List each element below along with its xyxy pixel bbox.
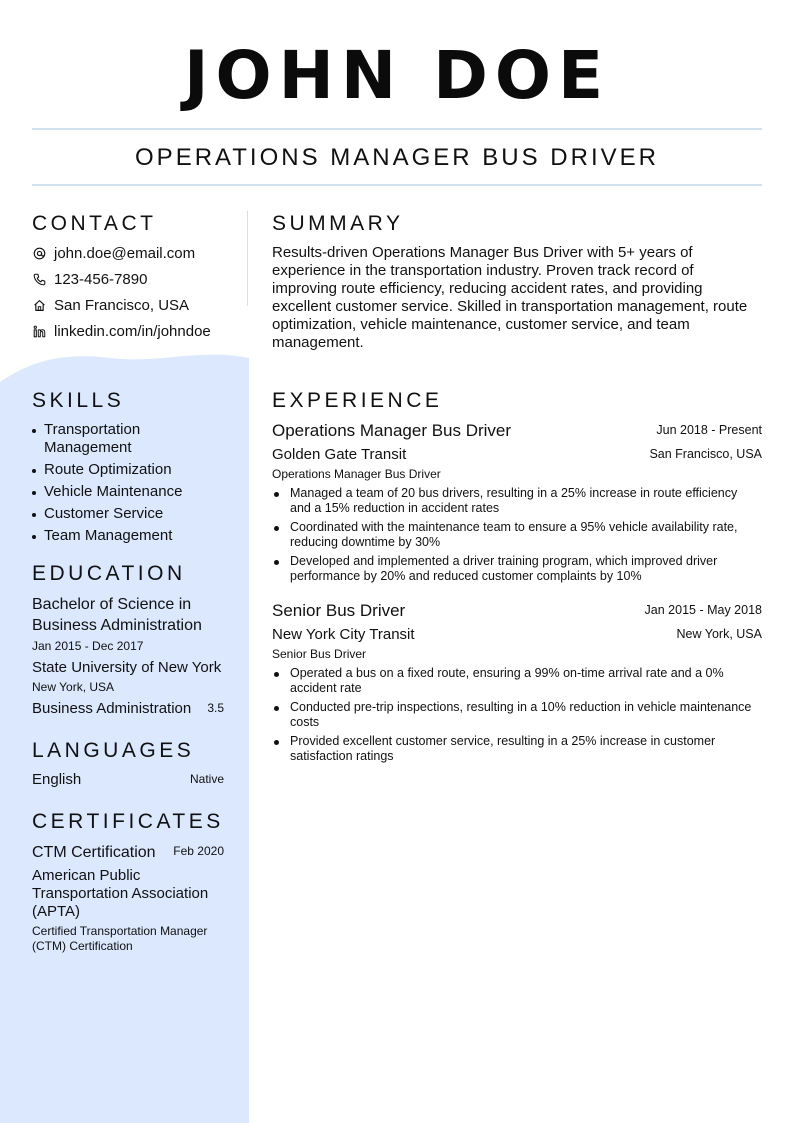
contact-location xyxy=(32,295,189,315)
home-icon xyxy=(32,298,46,312)
education-gpa: 3.5 xyxy=(207,701,224,715)
bullet-dot xyxy=(32,513,36,517)
summary-text: Results-driven Operations Manager Bus Driver with 5+ years of experience in the transportation industry. Proven track record of improving route efficiency, reducing accident rates, and providing excellent customer service. Skilled in transportation management, route optimization, vehicle maintenance, customer service, and team management. xyxy=(272,244,748,351)
skill-item: Transportation Management xyxy=(32,421,232,457)
certificate-name: CTM Certification xyxy=(32,844,156,861)
education-heading: EDUCATION xyxy=(32,562,186,585)
job-company-2: New York City Transit xyxy=(272,626,415,643)
education-school: State University of New York xyxy=(32,659,222,676)
certificates-heading: CERTIFICATES xyxy=(32,810,224,833)
language-level: Native xyxy=(189,772,224,786)
bullet-dot xyxy=(32,469,36,473)
candidate-name: JOHN DOE xyxy=(183,37,611,114)
bullet-dot xyxy=(274,492,279,497)
job-bullet: Conducted pre-trip inspections, resulting in a 10% reduction in vehicle maintenance costs xyxy=(272,700,752,730)
job-bullet: Provided excellent customer service, resulting in a 25% increase in customer satisfaction ratings xyxy=(272,734,752,764)
job-title-1: Operations Manager Bus Driver xyxy=(272,421,512,440)
job-bullet: Developed and implemented a driver training program, which improved driver performance by 20% and reduced customer complaints by 10% xyxy=(272,554,752,584)
contact-linkedin[interactable] xyxy=(32,321,211,341)
bullet-dot xyxy=(274,740,279,745)
language-name: English xyxy=(32,771,82,788)
contact-heading: CONTACT xyxy=(32,212,157,235)
header-top-rule xyxy=(32,128,762,130)
contact-email[interactable] xyxy=(32,243,195,263)
job-location-1: San Francisco, USA xyxy=(649,447,762,461)
bullet-dot xyxy=(274,672,279,677)
bullet-dot xyxy=(274,706,279,711)
job-dates-2: Jan 2015 - May 2018 xyxy=(644,603,762,617)
bullet-dot xyxy=(274,560,279,565)
job-company-1: Golden Gate Transit xyxy=(272,446,407,463)
phone-icon xyxy=(32,272,46,286)
job-dates-1: Jun 2018 - Present xyxy=(656,423,762,437)
bullet-dot xyxy=(274,526,279,531)
linkedin-icon xyxy=(32,324,46,338)
contact-linkedin-text: linkedin.com/in/johndoe xyxy=(54,322,211,340)
at-icon xyxy=(32,246,46,260)
contact-phone[interactable] xyxy=(32,269,147,289)
job-role-2: Senior Bus Driver xyxy=(272,647,367,661)
header-bottom-rule xyxy=(32,184,762,186)
certificate-description: Certified Transportation Manager (CTM) Certification xyxy=(32,924,208,953)
education-degree: Bachelor of Science in Business Administration xyxy=(32,596,202,634)
job-bullet: Coordinated with the maintenance team to ensure a 95% vehicle availability rate, reducing downtime by 30% xyxy=(272,520,752,550)
bullet-dot xyxy=(32,535,36,539)
job-bullet: Operated a bus on a fixed route, ensuring a 99% on-time arrival rate and a 0% accident rate xyxy=(272,666,752,696)
skills-heading: SKILLS xyxy=(32,389,125,412)
contact-phone-text: 123-456-7890 xyxy=(54,270,148,288)
bullet-dot xyxy=(32,429,36,433)
column-divider xyxy=(247,211,248,306)
certificate-date: Feb 2020 xyxy=(173,844,224,858)
job-bullet: Managed a team of 20 bus drivers, resulting in a 25% increase in route efficiency and a 15% reduction in accident rates xyxy=(272,486,752,516)
contact-email-text: john.doe@email.com xyxy=(54,244,196,262)
summary-heading: SUMMARY xyxy=(272,212,404,235)
job-title-2: Senior Bus Driver xyxy=(272,601,406,620)
bullet-dot xyxy=(32,491,36,495)
education-field: Business Administration xyxy=(32,700,192,717)
job-role-1: Operations Manager Bus Driver xyxy=(272,467,441,481)
contact-location-text: San Francisco, USA xyxy=(54,296,190,314)
languages-heading: LANGUAGES xyxy=(32,739,195,762)
job-location-2: New York, USA xyxy=(676,627,762,641)
job-title: OPERATIONS MANAGER BUS DRIVER xyxy=(135,144,659,171)
education-location: New York, USA xyxy=(32,680,115,694)
education-dates: Jan 2015 - Dec 2017 xyxy=(32,639,144,653)
experience-heading: EXPERIENCE xyxy=(272,389,443,412)
certificate-issuer: American Public Transportation Association (APTA) xyxy=(32,867,209,920)
